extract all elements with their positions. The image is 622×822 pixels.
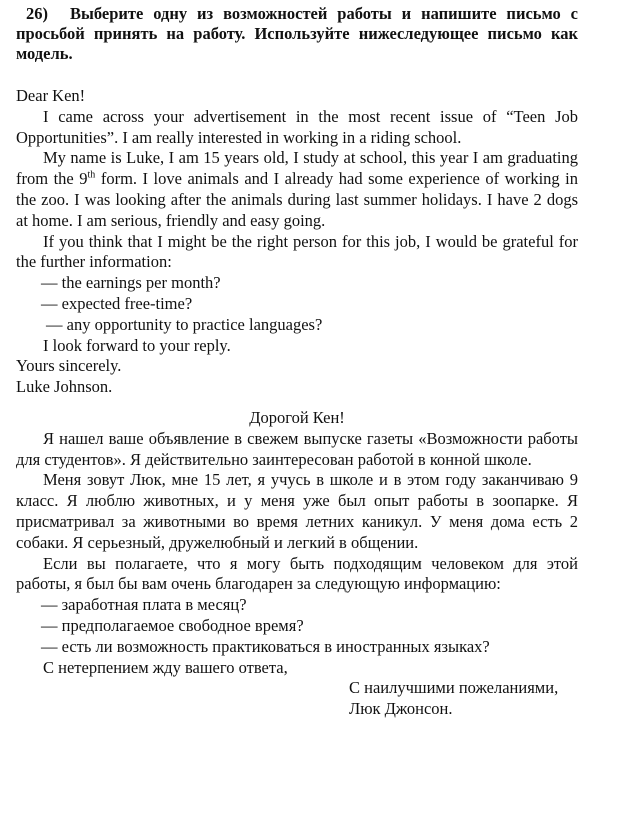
russian-paragraph-2: Меня зовут Люк, мне 15 лет, я учусь в школе и в этом году заканчиваю 9 класс. Я люблю животных, и у меня уже был опыт работы в зоопарке. Я присматривал за животными во время летних каникул. У меня дома есть 2 собаки. Я серьезный, дружелюбный и легкий в общении.: [16, 470, 578, 552]
english-list-item: — the earnings per month?: [41, 273, 221, 293]
english-list-item: — expected free-time?: [41, 293, 193, 313]
english-greeting: Dear Ken!: [16, 86, 86, 105]
english-list-item: — any opportunity to practice languages?: [46, 314, 323, 334]
russian-paragraph-3: Если вы полагаете, что я могу быть подходящим человеком для этой работы, я был бы вам очень благодарен за следующую информацию:: [16, 553, 578, 594]
english-letter: [16, 86, 578, 398]
document-page: [16, 4, 578, 720]
russian-letter: [16, 408, 578, 720]
english-paragraph-3: If you think that I might be the right person for this job, I would be grateful for the further information:: [16, 231, 578, 272]
russian-paragraph-1: Я нашел ваше объявление в свежем выпуске газеты «Возможности работы для студентов». Я действительно заинтересован работой в конной школе.: [16, 428, 578, 469]
english-superscript: th: [87, 169, 96, 181]
english-closing-line: I look forward to your reply.: [43, 335, 231, 355]
english-paragraph-1: I came across your advertisement in the most recent issue of “Teen Job Opportunities”. I am really interested in working in a riding school.: [16, 106, 578, 147]
russian-sign-off: С наилучшими пожеланиями,: [349, 678, 559, 698]
russian-greeting: Дорогой Кен!: [249, 407, 345, 427]
task-instruction: [16, 4, 578, 64]
english-paragraph-2-end: form. I love animals and I already had some experience of working in the zoo. I was looking after the animals during last summer holidays. I have 2 dogs at home. I am serious, friendly and easy going.: [16, 169, 579, 230]
task-text: Выберите одну из возможностей работы и напишите письмо с просьбой принять на работу. Используйте нижеследующее письмо как модель.: [16, 4, 578, 63]
task-number: 26): [26, 4, 48, 23]
russian-list-item: — предполагаемое свободное время?: [41, 615, 304, 635]
english-paragraph-2: [16, 148, 578, 231]
english-sign-off: Yours sincerely.: [16, 356, 122, 376]
russian-signature: Люк Джонсон.: [349, 699, 453, 719]
russian-list-item: — есть ли возможность практиковаться в иностранных языках?: [41, 636, 490, 656]
english-signature: Luke Johnson.: [16, 377, 113, 397]
russian-list-item: — заработная плата в месяц?: [41, 595, 247, 615]
russian-closing-line: С нетерпением жду вашего ответа,: [43, 657, 288, 677]
english-paragraph-2-start: My name is Luke, I am 15 years old, I study at school, this year I am graduating from the 9: [16, 148, 578, 189]
